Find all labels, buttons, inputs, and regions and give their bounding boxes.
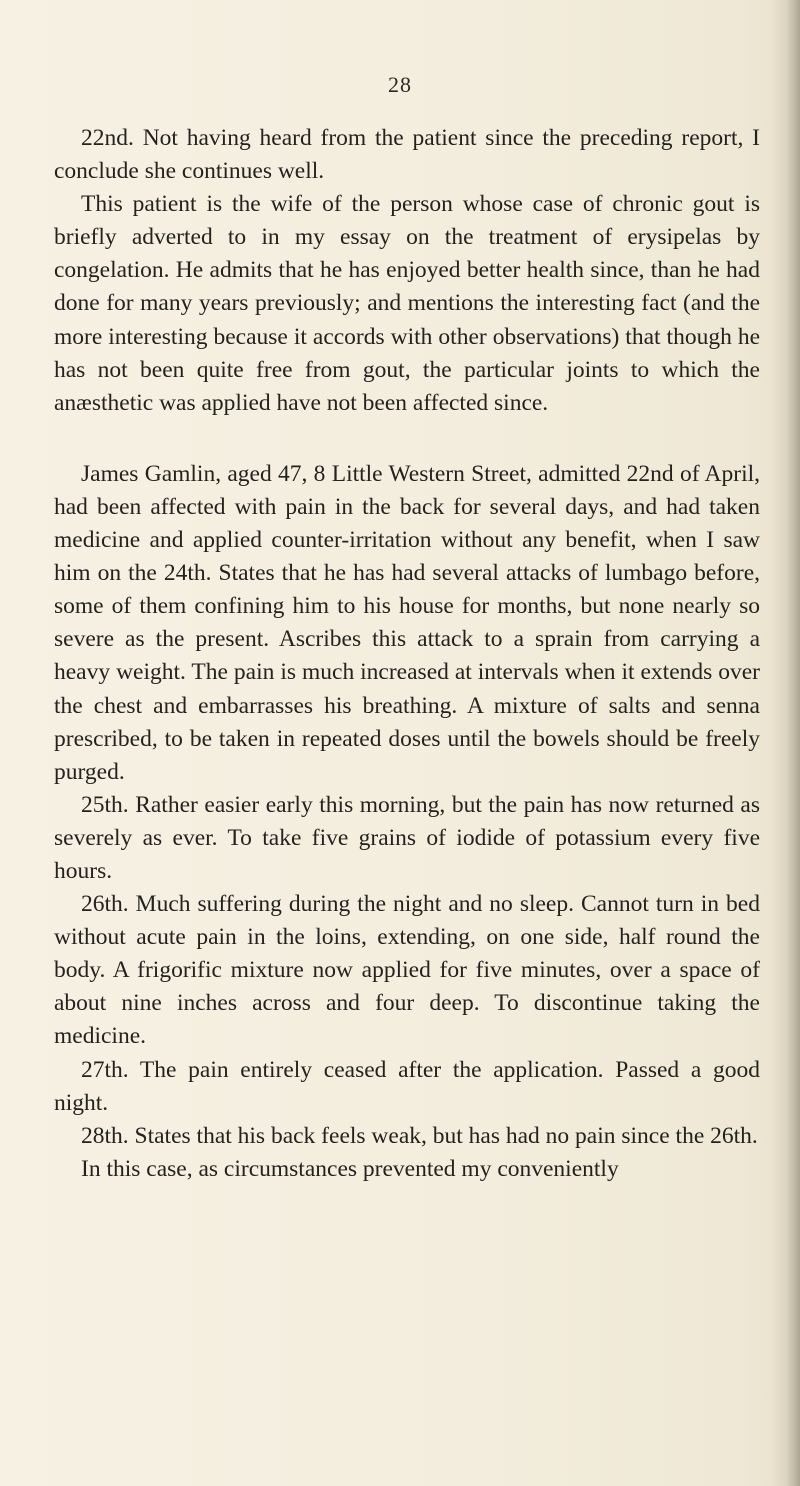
page-number: 28: [388, 72, 412, 97]
paragraph-27th: 27th. The pain entirely ceased after the application. Passed a good night.: [54, 1056, 760, 1116]
paragraph-28th: 28th. States that his back feels weak, but has had no pain since the 26th.: [81, 1122, 758, 1149]
section-gap: [54, 420, 760, 458]
body-text: [54, 122, 760, 1186]
paragraph-25th: 25th. Rather easier early this morning, but the pain has now returned as severely as ever. To take five grains of iodide of potassium every five hours.: [54, 791, 760, 884]
paragraph-james-gamlin: James Gamlin, aged 47, 8 Little Western Street, admitted 22nd of April, had been affected with pain in the back for several days, and had taken medicine and applied counter-irritation without any benefit, when I saw him on the 24th. States that he has had several attacks of lumbago before, some of them confining him to his house for months, but none nearly so severe as the present. Ascribes this attack to a sprain from carrying a heavy weight. The pain is much increased at intervals when it extends over the chest and embarrasses his breathing. A mixture of salts and senna prescribed, to be taken in repeated doses until the bowels should be freely purged.: [54, 460, 760, 785]
page-edge-shadow: [770, 0, 800, 1486]
paragraph-22nd: 22nd. Not having heard from the patient since the preceding report, I conclude she continues well.: [54, 125, 760, 185]
paragraph-in-this-case: In this case, as circumstances prevented my conveniently: [81, 1155, 619, 1182]
paragraph-26th: 26th. Much suffering during the night and no sleep. Cannot turn in bed without acute pain in the loins, extending, on one side, half round the body. A frigorific mixture now applied for five minutes, over a space of about nine inches across and four deep. To discontinue taking the medicine.: [54, 891, 760, 1050]
paragraph-patient-wife: This patient is the wife of the person whose case of chronic gout is briefly adverted to in my essay on the treatment of erysipelas by congelation. He admits that he has enjoyed better health since, than he had done for many years previously; and mentions the interesting fact (and the more interesting because it accords with other observations) that though he has not been quite free from gout, the particular joints to which the anæsthetic was applied have not been affected since.: [54, 191, 760, 416]
